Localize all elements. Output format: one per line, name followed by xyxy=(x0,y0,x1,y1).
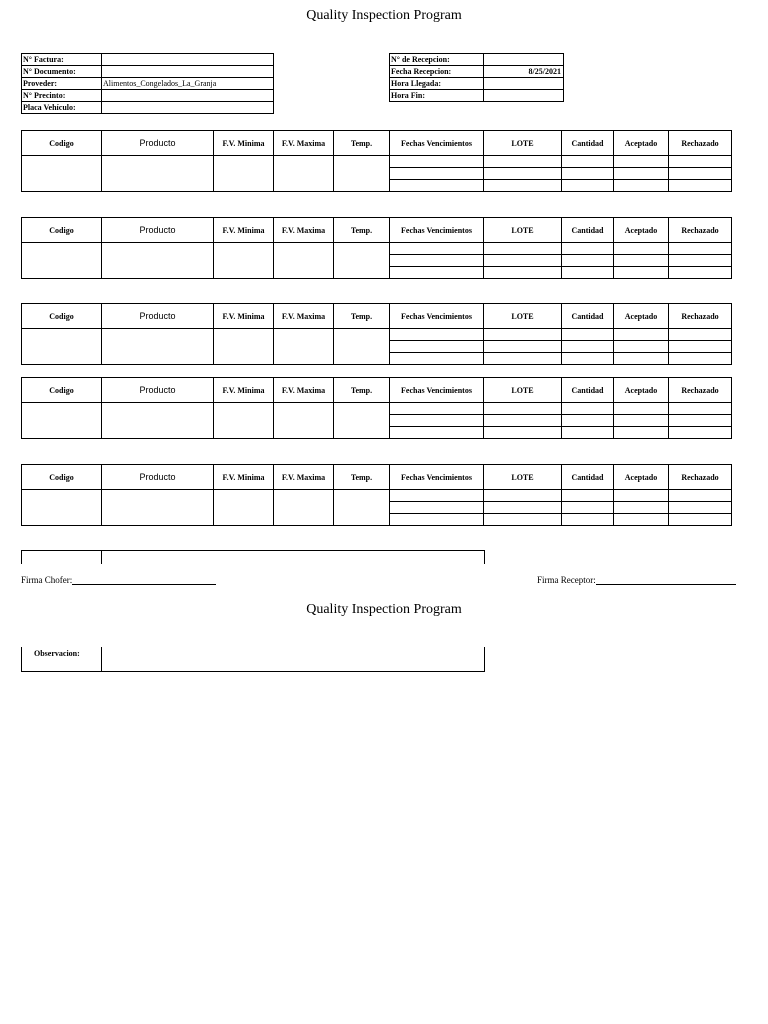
column-header: Aceptado xyxy=(614,304,669,329)
recepcion-field[interactable] xyxy=(484,54,564,66)
table-cell[interactable] xyxy=(562,168,614,180)
table-header-row xyxy=(22,465,732,490)
table-cell[interactable] xyxy=(614,329,669,341)
table-cell[interactable] xyxy=(214,156,274,192)
table-cell[interactable] xyxy=(669,255,732,267)
table-cell[interactable] xyxy=(614,168,669,180)
table-cell[interactable] xyxy=(484,403,562,415)
table-cell[interactable] xyxy=(669,353,732,365)
table-cell[interactable] xyxy=(484,156,562,168)
hora-fin-field[interactable] xyxy=(484,90,564,102)
table-cell[interactable] xyxy=(562,341,614,353)
table-cell[interactable] xyxy=(22,243,102,279)
observation-label: Observacion: xyxy=(34,649,80,658)
table-row xyxy=(22,403,732,415)
table-cell[interactable] xyxy=(562,427,614,439)
table-cell[interactable] xyxy=(390,329,484,341)
table-cell[interactable] xyxy=(390,502,484,514)
table-cell[interactable] xyxy=(484,243,562,255)
documento-field[interactable] xyxy=(102,66,274,78)
table-cell[interactable] xyxy=(484,255,562,267)
table-row xyxy=(22,329,732,341)
header-left-table xyxy=(21,53,274,114)
table-cell[interactable] xyxy=(390,255,484,267)
table-cell[interactable] xyxy=(22,329,102,365)
column-header: Temp. xyxy=(334,465,390,490)
table-cell[interactable] xyxy=(614,255,669,267)
table-cell[interactable] xyxy=(390,341,484,353)
table-cell[interactable] xyxy=(390,168,484,180)
column-header: Codigo xyxy=(22,131,102,156)
placa-field[interactable] xyxy=(102,102,274,114)
table-cell[interactable] xyxy=(562,415,614,427)
table-cell[interactable] xyxy=(274,243,334,279)
table-cell[interactable] xyxy=(562,403,614,415)
table-cell[interactable] xyxy=(614,514,669,526)
column-header: F.V. Minima xyxy=(214,131,274,156)
table-cell[interactable] xyxy=(669,168,732,180)
table-cell[interactable] xyxy=(562,502,614,514)
column-header: Codigo xyxy=(22,218,102,243)
table-cell[interactable] xyxy=(669,329,732,341)
column-header: F.V. Minima xyxy=(214,465,274,490)
page-title-repeat: Quality Inspection Program xyxy=(306,602,462,617)
proveedor-label: Proveder: xyxy=(22,78,102,90)
header-right-table xyxy=(389,53,564,102)
table-cell[interactable] xyxy=(669,243,732,255)
table-header-row xyxy=(22,218,732,243)
hora-fin-label: Hora Fin: xyxy=(390,90,484,102)
blank-box-divider xyxy=(101,551,102,564)
table-cell[interactable] xyxy=(334,329,390,365)
table-cell[interactable] xyxy=(669,341,732,353)
table-cell[interactable] xyxy=(102,156,214,192)
table-cell[interactable] xyxy=(484,168,562,180)
table-row xyxy=(22,243,732,255)
table-cell[interactable] xyxy=(484,415,562,427)
table-cell[interactable] xyxy=(274,490,334,526)
table-cell[interactable] xyxy=(562,255,614,267)
header-row-proveedor xyxy=(22,78,274,90)
table-cell[interactable] xyxy=(390,490,484,502)
documento-label: N° Documento: xyxy=(22,66,102,78)
column-header: Temp. xyxy=(334,304,390,329)
column-header: Rechazado xyxy=(669,378,732,403)
receiver-signature-label: Firma Receptor: xyxy=(537,575,596,585)
column-header: LOTE xyxy=(484,465,562,490)
column-header: F.V. Maxima xyxy=(274,218,334,243)
table-cell[interactable] xyxy=(562,490,614,502)
column-header: LOTE xyxy=(484,304,562,329)
inspection-table xyxy=(21,377,732,439)
header-row-fin xyxy=(390,90,564,102)
driver-signature-label: Firma Chofer: xyxy=(21,575,73,585)
table-header-row xyxy=(22,304,732,329)
column-header: Rechazado xyxy=(669,218,732,243)
column-header: F.V. Maxima xyxy=(274,304,334,329)
factura-label: N° Factura: xyxy=(22,54,102,66)
table-cell[interactable] xyxy=(102,329,214,365)
driver-signature-line[interactable] xyxy=(72,574,216,585)
column-header: Fechas Vencimientos xyxy=(390,378,484,403)
table-cell[interactable] xyxy=(669,180,732,192)
precinto-field[interactable] xyxy=(102,90,274,102)
table-cell[interactable] xyxy=(390,353,484,365)
table-cell[interactable] xyxy=(214,243,274,279)
table-header-row xyxy=(22,378,732,403)
table-cell[interactable] xyxy=(562,353,614,365)
column-header: Cantidad xyxy=(562,131,614,156)
inspection-table xyxy=(21,464,732,526)
table-cell[interactable] xyxy=(274,329,334,365)
table-cell[interactable] xyxy=(562,267,614,279)
table-cell[interactable] xyxy=(390,403,484,415)
column-header: Aceptado xyxy=(614,131,669,156)
table-cell[interactable] xyxy=(669,415,732,427)
blank-box xyxy=(21,550,485,564)
column-header: Cantidad xyxy=(562,378,614,403)
table-cell[interactable] xyxy=(390,243,484,255)
placa-label: Placa Vehículo: xyxy=(22,102,102,114)
table-cell[interactable] xyxy=(614,156,669,168)
table-cell[interactable] xyxy=(669,514,732,526)
table-cell[interactable] xyxy=(484,514,562,526)
column-header: Fechas Vencimientos xyxy=(390,304,484,329)
column-header: F.V. Minima xyxy=(214,218,274,243)
table-cell[interactable] xyxy=(614,403,669,415)
recepcion-label: N° de Recepcion: xyxy=(390,54,484,66)
table-cell[interactable] xyxy=(274,156,334,192)
column-header: Aceptado xyxy=(614,218,669,243)
header-row-fecha xyxy=(390,66,564,78)
hora-llegada-field[interactable] xyxy=(484,78,564,90)
column-header: Producto xyxy=(102,465,214,490)
table-cell[interactable] xyxy=(102,243,214,279)
table-cell[interactable] xyxy=(614,415,669,427)
proveedor-field[interactable]: Alimentos_Congelados_La_Granja xyxy=(102,78,274,90)
table-cell[interactable] xyxy=(562,514,614,526)
column-header: Temp. xyxy=(334,218,390,243)
table-cell[interactable] xyxy=(614,180,669,192)
table-cell[interactable] xyxy=(214,403,274,439)
table-cell[interactable] xyxy=(390,415,484,427)
column-header: Rechazado xyxy=(669,465,732,490)
column-header: Cantidad xyxy=(562,465,614,490)
table-row xyxy=(22,156,732,168)
table-cell[interactable] xyxy=(614,490,669,502)
column-header: Producto xyxy=(102,131,214,156)
table-cell[interactable] xyxy=(614,502,669,514)
observation-field[interactable] xyxy=(102,648,482,670)
table-cell[interactable] xyxy=(484,353,562,365)
table-cell[interactable] xyxy=(214,490,274,526)
table-cell[interactable] xyxy=(669,502,732,514)
column-header: LOTE xyxy=(484,218,562,243)
table-cell[interactable] xyxy=(614,353,669,365)
table-cell[interactable] xyxy=(562,156,614,168)
column-header: Producto xyxy=(102,378,214,403)
column-header: LOTE xyxy=(484,131,562,156)
table-cell[interactable] xyxy=(614,427,669,439)
column-header: Rechazado xyxy=(669,131,732,156)
table-cell[interactable] xyxy=(669,156,732,168)
column-header: F.V. Maxima xyxy=(274,378,334,403)
table-header-row xyxy=(22,131,732,156)
column-header: F.V. Minima xyxy=(214,304,274,329)
table-cell[interactable] xyxy=(390,267,484,279)
table-cell[interactable] xyxy=(334,490,390,526)
column-header: Rechazado xyxy=(669,304,732,329)
header-row-factura xyxy=(22,54,274,66)
column-header: Producto xyxy=(102,218,214,243)
table-cell[interactable] xyxy=(614,243,669,255)
fecha-recepcion-field[interactable]: 8/25/2021 xyxy=(484,66,564,78)
hora-llegada-label: Hora Llegada: xyxy=(390,78,484,90)
table-cell[interactable] xyxy=(614,341,669,353)
column-header: F.V. Maxima xyxy=(274,465,334,490)
table-cell[interactable] xyxy=(484,180,562,192)
column-header: Aceptado xyxy=(614,465,669,490)
table-cell[interactable] xyxy=(390,514,484,526)
column-header: Producto xyxy=(102,304,214,329)
table-cell[interactable] xyxy=(274,403,334,439)
header-row-placa xyxy=(22,102,274,114)
table-cell[interactable] xyxy=(484,341,562,353)
column-header: Fechas Vencimientos xyxy=(390,131,484,156)
receiver-signature xyxy=(537,574,736,585)
column-header: F.V. Minima xyxy=(214,378,274,403)
header-row-precinto xyxy=(22,90,274,102)
table-cell[interactable] xyxy=(562,180,614,192)
table-cell[interactable] xyxy=(614,267,669,279)
table-cell[interactable] xyxy=(102,490,214,526)
factura-field[interactable] xyxy=(102,54,274,66)
table-cell[interactable] xyxy=(390,427,484,439)
table-cell[interactable] xyxy=(562,329,614,341)
table-cell[interactable] xyxy=(484,267,562,279)
driver-signature xyxy=(21,574,216,585)
table-cell[interactable] xyxy=(214,329,274,365)
column-header: Cantidad xyxy=(562,218,614,243)
column-header: Codigo xyxy=(22,378,102,403)
header-row-llegada xyxy=(390,78,564,90)
header-row-documento xyxy=(22,66,274,78)
table-cell[interactable] xyxy=(390,180,484,192)
table-cell[interactable] xyxy=(334,403,390,439)
table-cell[interactable] xyxy=(484,329,562,341)
table-cell[interactable] xyxy=(334,243,390,279)
table-cell[interactable] xyxy=(669,427,732,439)
column-header: Temp. xyxy=(334,378,390,403)
precinto-label: N° Precinto: xyxy=(22,90,102,102)
inspection-table xyxy=(21,130,732,192)
page-title: Quality Inspection Program xyxy=(306,8,462,23)
header-row-recepcion xyxy=(390,54,564,66)
column-header: Codigo xyxy=(22,465,102,490)
table-cell[interactable] xyxy=(484,490,562,502)
column-header: Aceptado xyxy=(614,378,669,403)
table-cell[interactable] xyxy=(22,403,102,439)
table-cell[interactable] xyxy=(390,156,484,168)
table-cell[interactable] xyxy=(669,490,732,502)
table-cell[interactable] xyxy=(562,243,614,255)
table-cell[interactable] xyxy=(22,156,102,192)
table-cell[interactable] xyxy=(669,267,732,279)
table-cell[interactable] xyxy=(334,156,390,192)
table-cell[interactable] xyxy=(484,502,562,514)
inspection-table xyxy=(21,217,732,279)
inspection-table xyxy=(21,303,732,365)
table-cell[interactable] xyxy=(669,403,732,415)
column-header: Temp. xyxy=(334,131,390,156)
receiver-signature-line[interactable] xyxy=(596,574,736,585)
table-cell[interactable] xyxy=(22,490,102,526)
column-header: Cantidad xyxy=(562,304,614,329)
column-header: Fechas Vencimientos xyxy=(390,218,484,243)
table-cell[interactable] xyxy=(484,427,562,439)
table-cell[interactable] xyxy=(102,403,214,439)
table-row xyxy=(22,490,732,502)
column-header: F.V. Maxima xyxy=(274,131,334,156)
fecha-recepcion-label: Fecha Recepcion: xyxy=(390,66,484,78)
column-header: Codigo xyxy=(22,304,102,329)
column-header: Fechas Vencimientos xyxy=(390,465,484,490)
column-header: LOTE xyxy=(484,378,562,403)
